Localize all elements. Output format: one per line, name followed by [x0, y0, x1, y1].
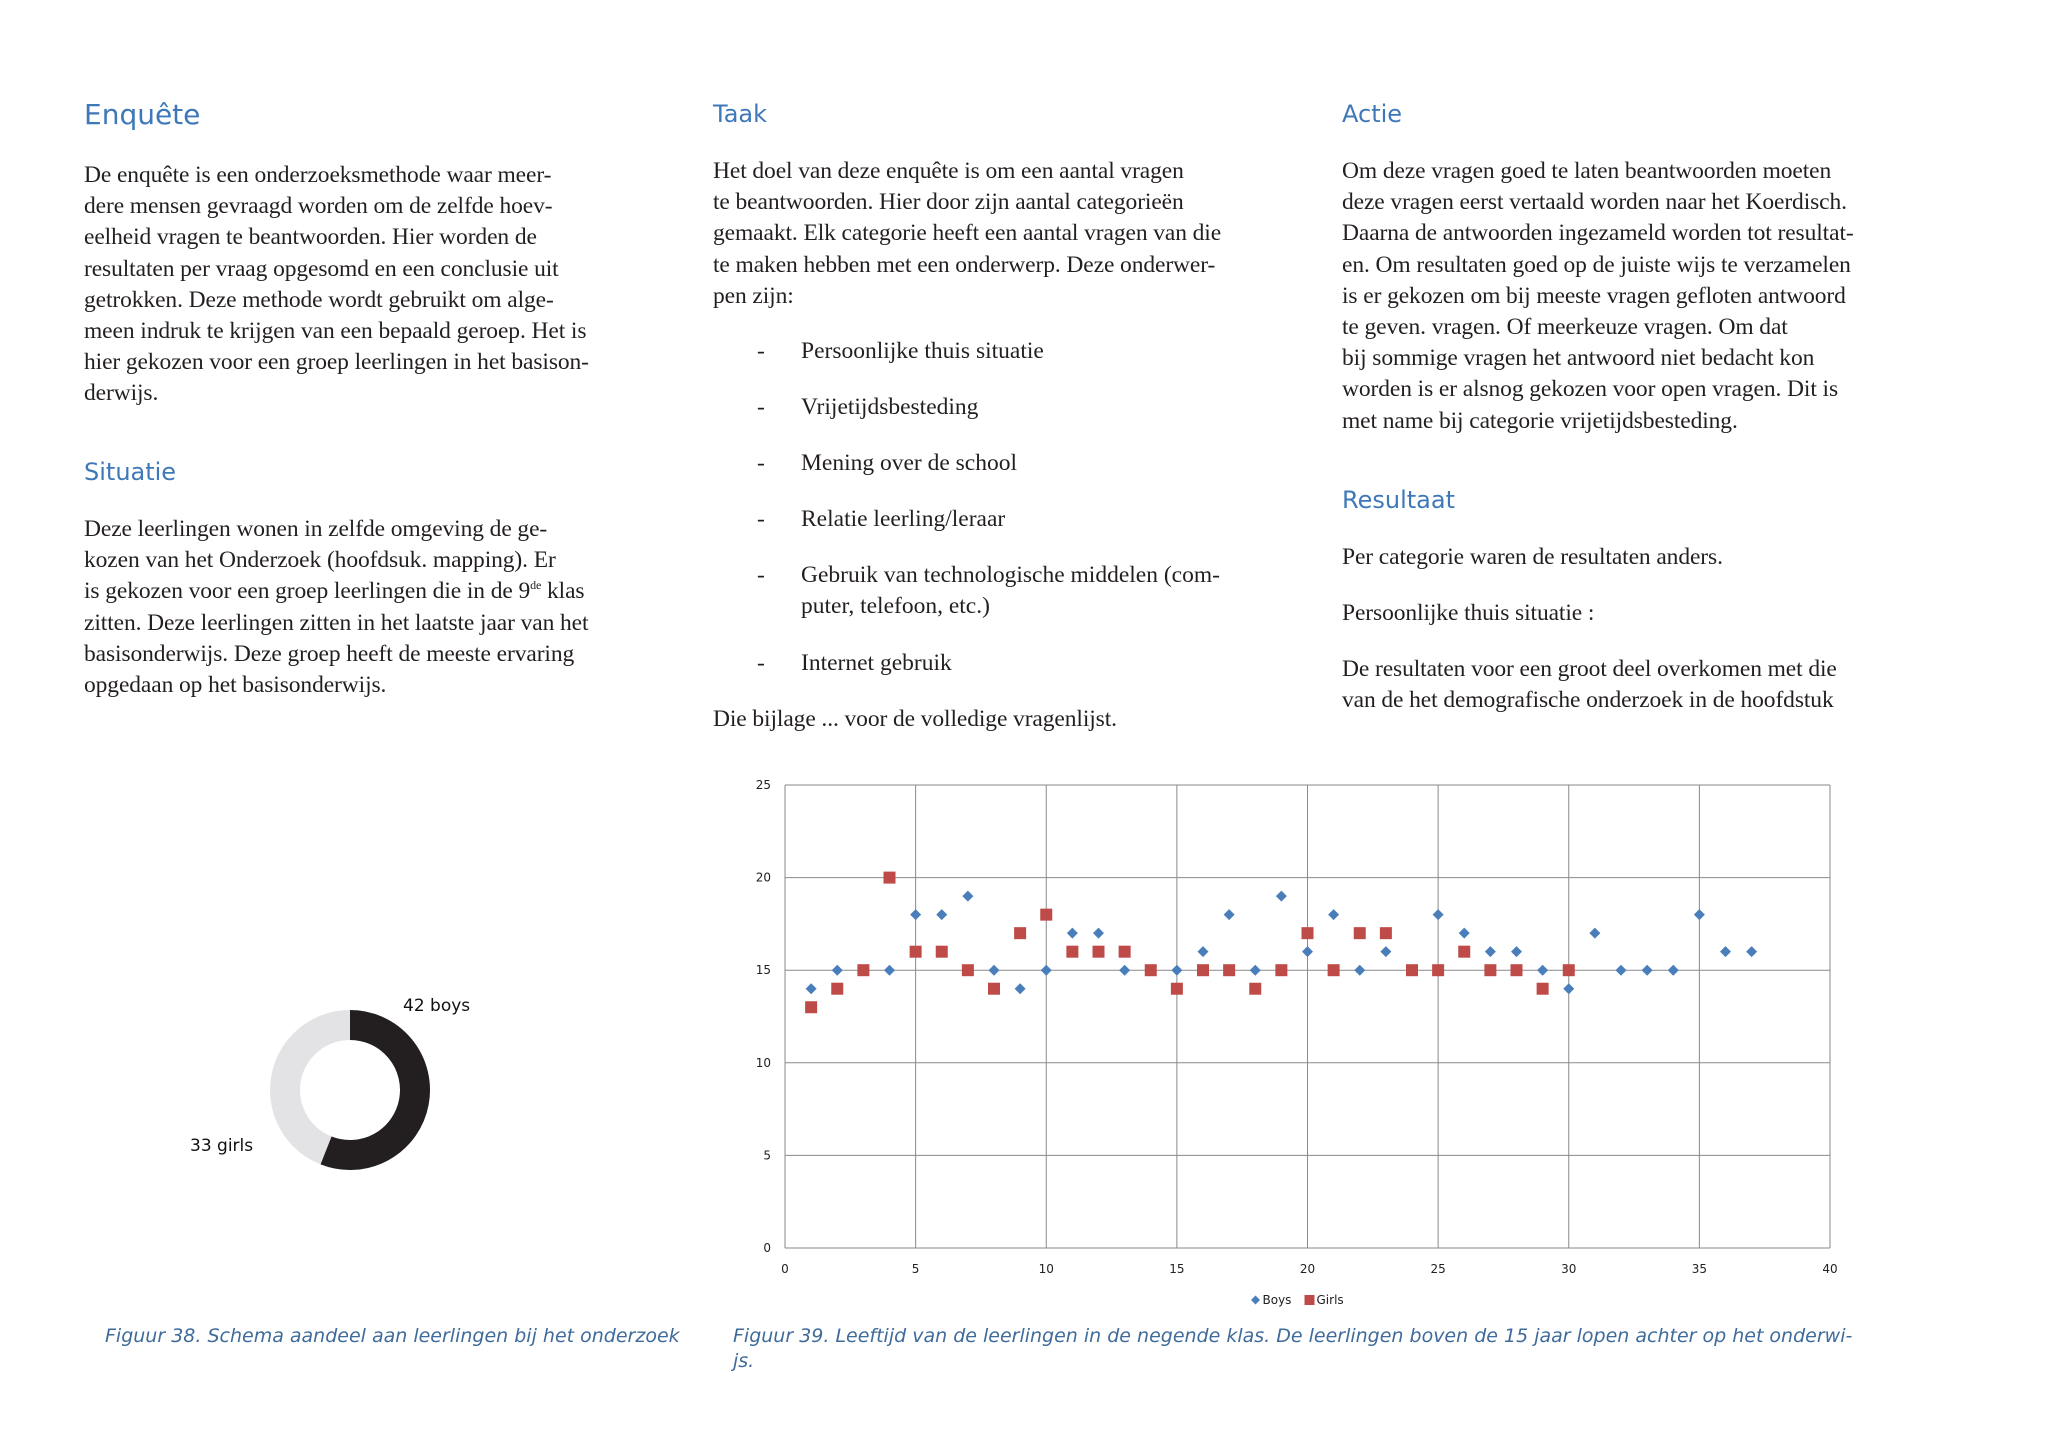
data-point-girls [1302, 927, 1314, 939]
data-point-girls [1406, 964, 1418, 976]
bullet-dash: - [757, 506, 765, 532]
text-line: hier gekozen voor een groep leerlingen in het basison- [84, 349, 589, 376]
data-point-boys [1459, 928, 1470, 939]
data-point-boys [1511, 946, 1522, 957]
heading-actie: Actie [1342, 100, 1403, 128]
list-item-text [801, 560, 1291, 622]
actie-paragraph [1342, 156, 1962, 437]
data-point-boys [832, 965, 843, 976]
heading-resultaat: Resultaat [1342, 486, 1455, 514]
y-tick-label: 15 [755, 963, 771, 978]
data-point-boys [1433, 909, 1444, 920]
x-tick-label: 25 [1430, 1262, 1446, 1276]
data-point-boys [1616, 965, 1627, 976]
caption-figure-38: Figuur 38. Schema aandeel aan leerlingen bij het onderzoek [105, 1325, 680, 1347]
text-line: pen zijn: [713, 282, 794, 309]
data-point-girls [1249, 983, 1261, 995]
data-point-boys [1171, 965, 1182, 976]
data-point-boys [1041, 965, 1052, 976]
legend-label-girls: Girls [1316, 1293, 1344, 1307]
data-point-boys [1354, 965, 1365, 976]
data-point-girls [1066, 946, 1078, 958]
list-item-text: Persoonlijke thuis situatie [801, 338, 1044, 364]
data-point-girls [1354, 927, 1366, 939]
data-point-girls [1328, 964, 1340, 976]
data-point-boys [1067, 928, 1078, 939]
x-tick-label: 40 [1822, 1262, 1838, 1276]
data-point-boys [1198, 946, 1209, 957]
text-line: meen indruk te krijgen van een bepaald geroep. Het is [84, 318, 587, 345]
text-line: eelheid vragen te beantwoorden. Hier worden de [84, 224, 537, 251]
x-tick-label: 0 [781, 1262, 789, 1276]
list-item-text: Internet gebruik [801, 650, 952, 676]
y-tick-label: 0 [763, 1241, 771, 1255]
data-point-boys [1537, 965, 1548, 976]
data-point-girls [1145, 964, 1157, 976]
taak-closing: Die bijlage ... voor de volledige vragenlijst. [713, 706, 1117, 732]
text-line: en. Om resultaten goed op de juiste wijs te verzamelen [1342, 251, 1851, 278]
data-point-girls [1014, 927, 1026, 939]
data-point-boys [1119, 965, 1130, 976]
age-scatter-chart [740, 770, 1850, 1320]
data-point-boys [1380, 946, 1391, 957]
data-point-girls [1040, 909, 1052, 921]
donut-label-boys: 42 boys [403, 996, 471, 1016]
data-point-boys [1563, 983, 1574, 994]
x-tick-label: 15 [1169, 1262, 1185, 1276]
resultaat-intro: Per categorie waren de resultaten anders. [1342, 544, 1723, 570]
enquete-paragraph [84, 160, 684, 410]
text-line: Om deze vragen goed te laten beantwoorden moeten [1342, 158, 1832, 184]
text-line: getrokken. Deze methode wordt gebruikt om alge- [84, 286, 554, 313]
donut-label-girls: 33 girls [190, 1136, 254, 1156]
text-line: basisonderwijs. Deze groep heeft de meeste ervaring [84, 640, 575, 667]
y-tick-label: 20 [755, 870, 771, 885]
x-tick-label: 20 [1299, 1262, 1316, 1276]
data-point-girls [1563, 964, 1575, 976]
text-line: zitten. Deze leerlingen zitten in het laatste jaar van het [84, 609, 589, 636]
text-line: Daarna de antwoorden ingezameld worden tot resultat- [1342, 220, 1854, 247]
data-point-boys [962, 891, 973, 902]
data-point-boys [1589, 928, 1600, 939]
x-tick-label: 10 [1038, 1262, 1054, 1276]
text-line: Deze leerlingen wonen in zelfde omgeving de ge- [84, 516, 548, 542]
caption-line: Figuur 39. Leeftijd van de leerlingen in de negende klas. De leerlingen boven de 15 jaar lopen achter op het onderwi- [733, 1325, 1853, 1347]
text-line: van de het demografische onderzoek in de hoofdstuk [1342, 687, 1834, 714]
data-point-boys [1720, 946, 1731, 957]
y-tick-label: 10 [755, 1055, 771, 1070]
data-point-boys [1485, 946, 1496, 957]
text-line: resultaten per vraag opgesomd en een conclusie uit [84, 255, 559, 282]
data-point-boys [910, 909, 921, 920]
taak-paragraph [713, 156, 1313, 312]
data-point-girls [1275, 964, 1287, 976]
data-point-girls [1537, 983, 1549, 995]
data-point-girls [962, 964, 974, 976]
data-point-boys [1250, 965, 1261, 976]
x-tick-label: 35 [1691, 1262, 1708, 1276]
data-point-girls [805, 1001, 817, 1013]
text-line [84, 576, 684, 607]
resultaat-subheading: Persoonlijke thuis situatie : [1342, 600, 1595, 626]
text-line: kozen van het Onderzoek (hoofdsuk. mapping). Er [84, 547, 556, 574]
data-point-boys [936, 909, 947, 920]
text-segment: klas [541, 578, 585, 605]
data-point-girls [884, 872, 896, 884]
data-point-girls [1197, 964, 1209, 976]
text-line: worden is er alsnog gekozen voor open vragen. Dit is [1342, 376, 1838, 403]
heading-enquete: Enquête [84, 98, 201, 131]
data-point-girls [857, 964, 869, 976]
data-point-boys [1642, 965, 1653, 976]
legend-marker-boys [1251, 1296, 1260, 1305]
data-point-girls [1432, 964, 1444, 976]
text-line: te maken hebben met een onderwerp. Deze onderwer- [713, 251, 1216, 278]
resultaat-paragraph [1342, 654, 1962, 716]
superscript: de [530, 578, 542, 593]
y-tick-label: 25 [755, 778, 771, 792]
text-line: bij sommige vragen het antwoord niet bedacht kon [1342, 345, 1815, 372]
text-line: met name bij categorie vrijetijdsbesteding. [1342, 407, 1738, 434]
text-line: deze vragen eerst vertaald worden naar het Koerdisch. [1342, 189, 1847, 216]
text-line: te beantwoorden. Hier door zijn aantal categorieën [713, 189, 1184, 216]
donut-segment-boys [326, 1025, 415, 1155]
list-item-text: Vrijetijdsbesteding [801, 394, 979, 420]
text-segment: is gekozen voor een groep leerlingen die in de 9 [84, 578, 531, 605]
data-point-boys [1746, 946, 1757, 957]
data-point-girls [910, 946, 922, 958]
text-line: te geven. vragen. Of meerkeuze vragen. Om dat [1342, 314, 1788, 341]
data-point-boys [1276, 891, 1287, 902]
data-point-girls [1484, 964, 1496, 976]
x-tick-label: 5 [911, 1262, 920, 1276]
bullet-dash: - [757, 650, 765, 676]
bullet-dash: - [757, 338, 765, 364]
situatie-paragraph [84, 514, 684, 701]
caption-figure-39 [733, 1324, 1893, 1374]
data-point-boys [1093, 928, 1104, 939]
gender-donut-chart [260, 1000, 440, 1180]
text-line: gemaakt. Elk categorie heeft een aantal vragen van die [713, 220, 1222, 247]
data-point-boys [1694, 909, 1705, 920]
text-line: derwijs. [84, 380, 159, 407]
text-line: Het doel van deze enquête is om een aantal vragen [713, 158, 1184, 184]
list-item-text: Relatie leerling/leraar [801, 506, 1006, 532]
data-point-girls [1171, 983, 1183, 995]
bullet-dash: - [757, 562, 765, 588]
data-point-girls [1458, 946, 1470, 958]
bullet-dash: - [757, 450, 765, 476]
legend-marker-girls [1305, 1295, 1315, 1305]
text-line: opgedaan op het basisonderwijs. [84, 672, 387, 699]
text-line: Gebruik van technologische middelen (com- [801, 562, 1220, 588]
data-point-girls [1223, 964, 1235, 976]
data-point-boys [1302, 946, 1313, 957]
data-point-boys [806, 983, 817, 994]
data-point-girls [1380, 927, 1392, 939]
data-point-boys [989, 965, 1000, 976]
list-item-text: Mening over de school [801, 450, 1018, 476]
text-line: puter, telefoon, etc.) [801, 593, 990, 620]
donut-svg [260, 1000, 440, 1180]
text-line: dere mensen gevraagd worden om de zelfde hoev- [84, 193, 553, 220]
data-point-girls [1093, 946, 1105, 958]
data-point-boys [1328, 909, 1339, 920]
data-point-girls [831, 983, 843, 995]
data-point-girls [1511, 964, 1523, 976]
text-line: De enquête is een onderzoeksmethode waar meer- [84, 162, 552, 188]
heading-situatie: Situatie [84, 458, 177, 486]
text-line: is er gekozen om bij meeste vragen gefloten antwoord [1342, 282, 1846, 309]
data-point-boys [884, 965, 895, 976]
heading-taak: Taak [713, 100, 767, 128]
data-point-girls [988, 983, 1000, 995]
y-tick-label: 5 [763, 1148, 771, 1163]
data-point-boys [1015, 983, 1026, 994]
text-line: De resultaten voor een groot deel overkomen met die [1342, 656, 1837, 682]
legend-label-boys: Boys [1262, 1293, 1292, 1307]
caption-line: js. [733, 1350, 755, 1372]
data-point-boys [1668, 965, 1679, 976]
data-point-girls [1119, 946, 1131, 958]
scatter-svg [740, 770, 1850, 1320]
data-point-girls [936, 946, 948, 958]
data-point-boys [1224, 909, 1235, 920]
x-tick-label: 30 [1561, 1262, 1577, 1276]
bullet-dash: - [757, 394, 765, 420]
